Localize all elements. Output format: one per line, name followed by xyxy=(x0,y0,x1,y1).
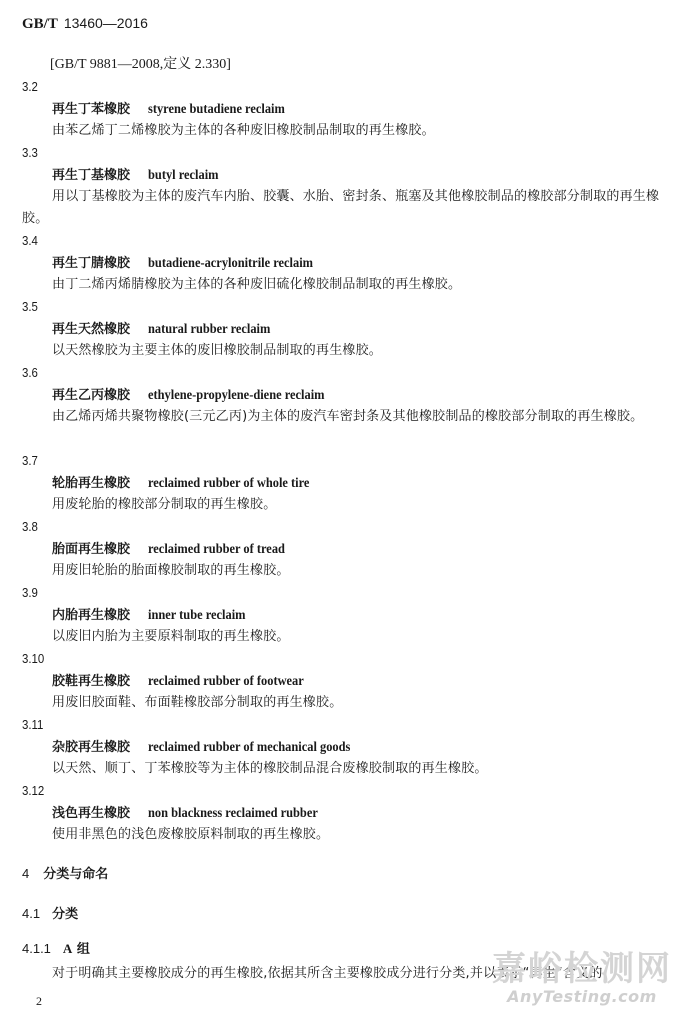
watermark-english: AnyTesting.com xyxy=(507,987,657,1006)
standard-code-prefix: GB/T xyxy=(22,16,58,32)
entry-term xyxy=(52,98,297,121)
term-english: reclaimed rubber of mechanical goods xyxy=(148,739,351,754)
standard-code-number: 13460—2016 xyxy=(63,15,148,31)
entry-number: 3.11 xyxy=(22,717,44,732)
term-english: styrene butadiene reclaim xyxy=(148,101,285,116)
entry-term xyxy=(52,384,340,407)
section-heading-4-1 xyxy=(22,903,78,926)
entry-term xyxy=(52,318,281,341)
section-number: 4.1 xyxy=(22,906,41,921)
entry-term xyxy=(52,252,327,275)
entry-number: 3.8 xyxy=(22,519,38,534)
entry-definition: 用废旧轮胎的胎面橡胶制取的再生橡胶。 xyxy=(52,563,290,578)
entry-definition: 用废轮胎的橡胶部分制取的再生橡胶。 xyxy=(52,497,277,512)
term-chinese: 再生天然橡胶 xyxy=(52,322,131,337)
entry-number: 3.12 xyxy=(22,783,45,798)
term-english: inner tube reclaim xyxy=(148,607,246,622)
entry-number: 3.3 xyxy=(22,145,38,160)
term-chinese: 胶鞋再生橡胶 xyxy=(52,674,131,689)
term-chinese: 胎面再生橡胶 xyxy=(52,542,131,557)
entry-definition: 由乙烯丙烯共聚物橡胶(三元乙丙)为主体的废汽车密封条及其他橡胶制品的橡胶部分制取的再生橡胶。 xyxy=(52,409,644,424)
term-english: reclaimed rubber of tread xyxy=(148,541,285,556)
entry-number: 3.9 xyxy=(22,585,38,600)
entry-number: 3.4 xyxy=(22,233,38,248)
section-title-chinese: 组 xyxy=(76,942,90,957)
section-title-latin: A xyxy=(62,941,73,956)
section-heading-4 xyxy=(22,863,108,886)
entry-definition: 以天然橡胶为主要主体的废旧橡胶制品制取的再生橡胶。 xyxy=(52,343,383,358)
entry-number: 3.7 xyxy=(22,453,38,468)
entry-term xyxy=(52,802,333,825)
term-chinese: 再生丁腈橡胶 xyxy=(52,256,131,271)
section-paragraph: 对于明确其主要橡胶成分的再生橡胶,依据其所含主要橡胶成分进行分类,并以表示“再生”含义的 xyxy=(52,966,603,981)
term-chinese: 再生丁苯橡胶 xyxy=(52,102,131,117)
entry-number: 3.5 xyxy=(22,299,38,314)
entry-term xyxy=(52,604,254,627)
entry-definition: 用废旧胶面鞋、布面鞋橡胶部分制取的再生橡胶。 xyxy=(52,695,343,710)
section-number: 4 xyxy=(22,866,30,881)
term-english: reclaimed rubber of footwear xyxy=(148,673,304,688)
term-english: butyl reclaim xyxy=(148,167,219,182)
entry-definition: 以天然、顺丁、丁苯橡胶等为主体的橡胶制品混合废橡胶制取的再生橡胶。 xyxy=(52,761,488,776)
term-chinese: 浅色再生橡胶 xyxy=(52,806,131,821)
entry-definition: 以废旧内胎为主要原料制取的再生橡胶。 xyxy=(52,629,290,644)
page-number: 2 xyxy=(36,994,42,1008)
entry-term xyxy=(52,670,317,693)
term-english: natural rubber reclaim xyxy=(148,321,271,336)
entry-definition: 用以丁基橡胶为主体的废汽车内胎、胶囊、水胎、密封条、瓶塞及其他橡胶制品的橡胶部分制取的再生橡胶。 xyxy=(22,189,660,226)
term-english: reclaimed rubber of whole tire xyxy=(148,475,310,490)
watermark-chinese: 嘉峪检测网 xyxy=(492,949,672,989)
term-chinese: 杂胶再生橡胶 xyxy=(52,740,131,755)
entry-term xyxy=(52,538,297,561)
entry-term xyxy=(52,472,323,495)
entry-number: 3.2 xyxy=(22,79,38,94)
term-chinese: 再生乙丙橡胶 xyxy=(52,388,131,403)
term-chinese: 再生丁基橡胶 xyxy=(52,168,131,183)
term-chinese: 轮胎再生橡胶 xyxy=(52,476,131,491)
section-title xyxy=(63,942,90,957)
entry-term xyxy=(52,736,368,759)
standard-header xyxy=(22,13,148,34)
term-chinese: 内胎再生橡胶 xyxy=(52,608,131,623)
section-number: 4.1.1 xyxy=(22,941,51,956)
section-heading-4-1-1 xyxy=(22,938,90,961)
entry-number: 3.6 xyxy=(22,365,38,380)
entry-term xyxy=(52,164,225,187)
term-english: butadiene-acrylonitrile reclaim xyxy=(148,255,314,270)
definition-reference: [GB/T 9881—2008,定义 2.330] xyxy=(50,57,231,72)
term-english: non blackness reclaimed rubber xyxy=(148,805,318,820)
entry-definition: 由丁二烯丙烯腈橡胶为主体的各种废旧硫化橡胶制品制取的再生橡胶。 xyxy=(52,277,462,292)
section-title: 分类 xyxy=(52,907,79,922)
entry-definition: 由苯乙烯丁二烯橡胶为主体的各种废旧橡胶制品制取的再生橡胶。 xyxy=(52,123,435,138)
section-title: 分类与命名 xyxy=(43,867,109,882)
entry-number: 3.10 xyxy=(22,651,45,666)
term-english: ethylene-propylene-diene reclaim xyxy=(148,387,325,402)
entry-definition: 使用非黑色的浅色废橡胶原料制取的再生橡胶。 xyxy=(52,827,330,842)
